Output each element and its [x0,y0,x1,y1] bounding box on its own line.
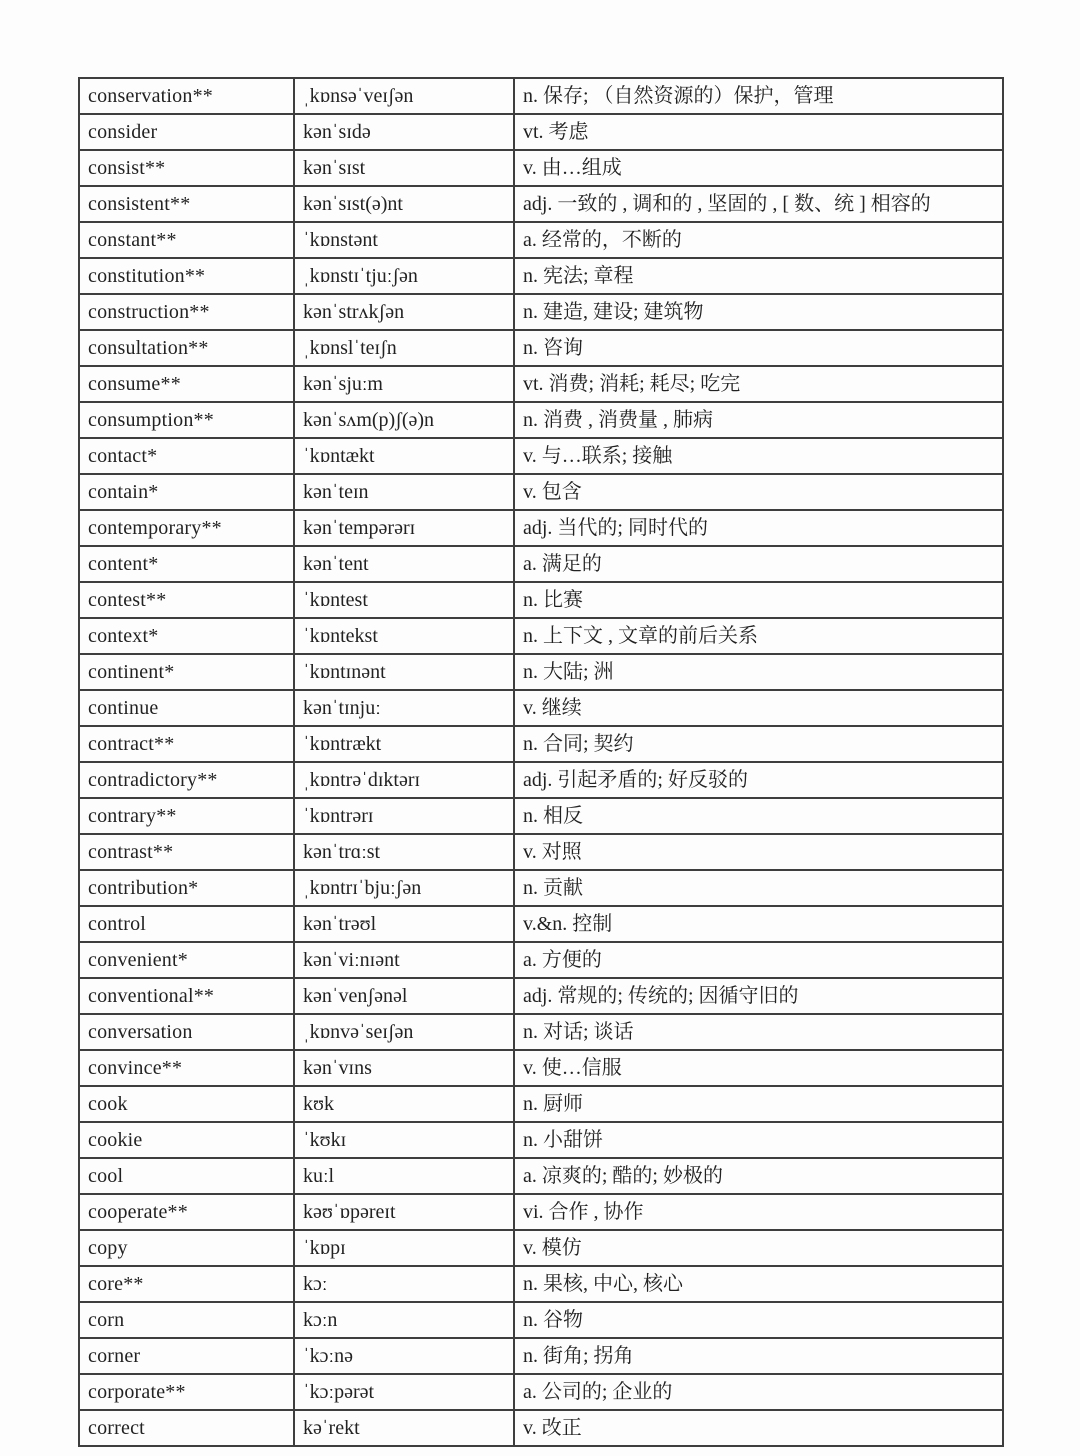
meaning-cell: n. 比赛 [514,582,1003,618]
meaning-cell: a. 凉爽的; 酷的; 妙极的 [514,1158,1003,1194]
table-row [79,258,1003,294]
word-cell: contrary** [79,798,294,834]
word-cell: context* [79,618,294,654]
phonetic-cell: ˈkɒntrækt [294,726,514,762]
phonetic-cell: ˈkɒnstənt [294,222,514,258]
word-cell: continent* [79,654,294,690]
phonetic-cell: kənˈtrɑːst [294,834,514,870]
word-cell: contradictory** [79,762,294,798]
word-cell: construction** [79,294,294,330]
phonetic-cell: kɔːn [294,1302,514,1338]
meaning-cell: v. 由…组成 [514,150,1003,186]
word-cell: conventional** [79,978,294,1014]
word-cell: consume** [79,366,294,402]
word-cell: corn [79,1302,294,1338]
table-row [79,618,1003,654]
table-row [79,1194,1003,1230]
phonetic-cell: kənˈsjuːm [294,366,514,402]
word-cell: cooperate** [79,1194,294,1230]
table-row [79,942,1003,978]
phonetic-cell: kənˈtent [294,546,514,582]
word-cell: convince** [79,1050,294,1086]
word-cell: cookie [79,1122,294,1158]
meaning-cell: n. 对话; 谈话 [514,1014,1003,1050]
meaning-cell: n. 相反 [514,798,1003,834]
phonetic-cell: ˌkɒnslˈteɪʃn [294,330,514,366]
phonetic-cell: ˈkʊkɪ [294,1122,514,1158]
word-cell: corporate** [79,1374,294,1410]
phonetic-cell: kənˈtempərərɪ [294,510,514,546]
word-cell: continue [79,690,294,726]
table-row [79,438,1003,474]
phonetic-cell: ˈkɒntest [294,582,514,618]
phonetic-cell: ˈkɒpɪ [294,1230,514,1266]
table-row [79,150,1003,186]
table-row [79,1410,1003,1446]
meaning-cell: n. 消费 , 消费量 , 肺病 [514,402,1003,438]
word-cell: contract** [79,726,294,762]
meaning-cell: a. 公司的; 企业的 [514,1374,1003,1410]
phonetic-cell: kənˈstrʌkʃən [294,294,514,330]
word-cell: contrast** [79,834,294,870]
vocabulary-table [78,77,1004,1447]
phonetic-cell: ˈkɔːpərət [294,1374,514,1410]
meaning-cell: a. 经常的，不断的 [514,222,1003,258]
table-row [79,798,1003,834]
table-row [79,762,1003,798]
meaning-cell: adj. 常规的; 传统的; 因循守旧的 [514,978,1003,1014]
table-row [79,78,1003,114]
meaning-cell: n. 建造, 建设; 建筑物 [514,294,1003,330]
table-row [79,1014,1003,1050]
meaning-cell: n. 大陆; 洲 [514,654,1003,690]
meaning-cell: v. 包含 [514,474,1003,510]
phonetic-cell: kənˈvenʃənəl [294,978,514,1014]
meaning-cell: n. 上下文 , 文章的前后关系 [514,618,1003,654]
word-cell: copy [79,1230,294,1266]
phonetic-cell: kənˈsɪdə [294,114,514,150]
meaning-cell: n. 保存; （自然资源的）保护，管理 [514,78,1003,114]
table-row [79,510,1003,546]
meaning-cell: n. 果核, 中心, 核心 [514,1266,1003,1302]
meaning-cell: a. 方便的 [514,942,1003,978]
phonetic-cell: kənˈteɪn [294,474,514,510]
table-row [79,834,1003,870]
word-cell: cool [79,1158,294,1194]
table-row [79,906,1003,942]
word-cell: contact* [79,438,294,474]
word-cell: corner [79,1338,294,1374]
word-cell: contemporary** [79,510,294,546]
meaning-cell: v.&n. 控制 [514,906,1003,942]
word-cell: contain* [79,474,294,510]
meaning-cell: adj. 当代的; 同时代的 [514,510,1003,546]
phonetic-cell: ˈkɒntekst [294,618,514,654]
meaning-cell: n. 贡献 [514,870,1003,906]
table-row [79,1122,1003,1158]
table-row [79,1050,1003,1086]
phonetic-cell: kənˈsɪst [294,150,514,186]
meaning-cell: v. 使…信服 [514,1050,1003,1086]
phonetic-cell: kəˈrekt [294,1410,514,1446]
meaning-cell: n. 厨师 [514,1086,1003,1122]
table-row [79,330,1003,366]
phonetic-cell: ˌkɒntrɪˈbjuːʃən [294,870,514,906]
phonetic-cell: kənˈtɪnjuː [294,690,514,726]
phonetic-cell: kuːl [294,1158,514,1194]
phonetic-cell: kɔː [294,1266,514,1302]
meaning-cell: adj. 一致的 , 调和的 , 坚固的 , [ 数、统 ] 相容的 [514,186,1003,222]
meaning-cell: v. 对照 [514,834,1003,870]
phonetic-cell: kənˈvɪns [294,1050,514,1086]
meaning-cell: n. 咨询 [514,330,1003,366]
meaning-cell: n. 谷物 [514,1302,1003,1338]
table-row [79,1374,1003,1410]
phonetic-cell: ˈkɒntɪnənt [294,654,514,690]
table-row [79,1230,1003,1266]
table-row [79,186,1003,222]
word-cell: content* [79,546,294,582]
table-row [79,294,1003,330]
meaning-cell: v. 改正 [514,1410,1003,1446]
meaning-cell: vt. 消费; 消耗; 耗尽; 吃完 [514,366,1003,402]
phonetic-cell: ˌkɒntrəˈdɪktərɪ [294,762,514,798]
phonetic-cell: kənˈtrəʊl [294,906,514,942]
word-cell: constant** [79,222,294,258]
phonetic-cell: kəʊˈɒpəreɪt [294,1194,514,1230]
table-row [79,1158,1003,1194]
word-cell: conservation** [79,78,294,114]
word-cell: cook [79,1086,294,1122]
table-row [79,114,1003,150]
phonetic-cell: ˈkɒntrərɪ [294,798,514,834]
word-cell: constitution** [79,258,294,294]
word-cell: conversation [79,1014,294,1050]
phonetic-cell: kənˈviːnɪənt [294,942,514,978]
table-row [79,654,1003,690]
meaning-cell: a. 满足的 [514,546,1003,582]
meaning-cell: vt. 考虑 [514,114,1003,150]
phonetic-cell: ˈkɔːnə [294,1338,514,1374]
phonetic-cell: ˌkɒnsəˈveɪʃən [294,78,514,114]
phonetic-cell: kʊk [294,1086,514,1122]
table-row [79,978,1003,1014]
table-row [79,690,1003,726]
vocab-table-body [79,78,1003,1446]
word-cell: consistent** [79,186,294,222]
meaning-cell: adj. 引起矛盾的; 好反驳的 [514,762,1003,798]
word-cell: consumption** [79,402,294,438]
meaning-cell: v. 继续 [514,690,1003,726]
word-cell: consider [79,114,294,150]
meaning-cell: n. 小甜饼 [514,1122,1003,1158]
table-row [79,726,1003,762]
table-row [79,1338,1003,1374]
meaning-cell: v. 模仿 [514,1230,1003,1266]
word-cell: consultation** [79,330,294,366]
word-cell: convenient* [79,942,294,978]
meaning-cell: n. 街角; 拐角 [514,1338,1003,1374]
meaning-cell: vi. 合作 , 协作 [514,1194,1003,1230]
table-row [79,366,1003,402]
table-row [79,402,1003,438]
phonetic-cell: ˌkɒnstɪˈtjuːʃən [294,258,514,294]
word-cell: core** [79,1266,294,1302]
phonetic-cell: ˈkɒntækt [294,438,514,474]
phonetic-cell: kənˈsʌm(p)ʃ(ə)n [294,402,514,438]
table-row [79,1086,1003,1122]
table-row [79,222,1003,258]
phonetic-cell: kənˈsɪst(ə)nt [294,186,514,222]
meaning-cell: n. 合同; 契约 [514,726,1003,762]
table-row [79,582,1003,618]
word-cell: consist** [79,150,294,186]
table-row [79,870,1003,906]
word-cell: correct [79,1410,294,1446]
table-row [79,1266,1003,1302]
table-row [79,1302,1003,1338]
meaning-cell: n. 宪法; 章程 [514,258,1003,294]
word-cell: contest** [79,582,294,618]
meaning-cell: v. 与…联系; 接触 [514,438,1003,474]
table-row [79,546,1003,582]
word-cell: control [79,906,294,942]
word-cell: contribution* [79,870,294,906]
phonetic-cell: ˌkɒnvəˈseɪʃən [294,1014,514,1050]
table-row [79,474,1003,510]
